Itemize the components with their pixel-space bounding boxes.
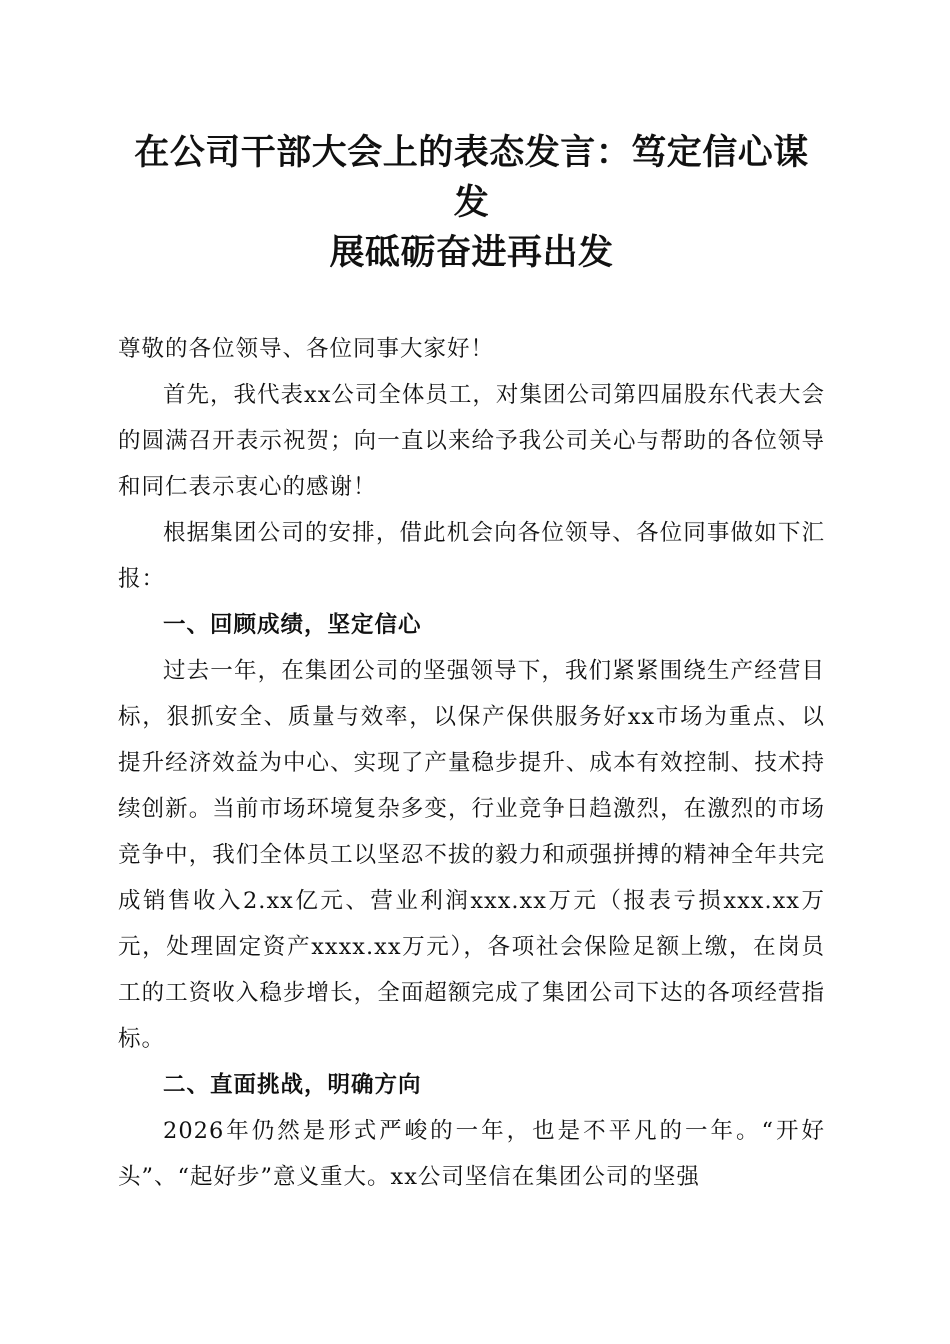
document-page [118,128,825,1200]
section-2-body: 2026年仍然是形式严峻的一年，也是不平凡的一年。“开好头”、“起好步”意义重大。xx公司坚信在集团公司的坚强 [118,1118,825,1190]
document-body [118,326,825,1200]
greeting: 尊敬的各位领导、各位同事大家好！ [118,336,495,362]
document-title [118,128,825,278]
section-1-heading: 一、回顾成绩，坚定信心 [163,612,422,638]
section-2-heading: 二、直面挑战，明确方向 [163,1072,422,1098]
paragraph-intro: 首先，我代表xx公司全体员工，对集团公司第四届股东代表大会的圆满召开表示祝贺；向一直以来给予我公司关心与帮助的各位领导和同仁表示衷心的感谢！ [118,382,825,500]
title-line-2: 展砥砺奋进再出发 [329,232,614,273]
paragraph-report: 根据集团公司的安排，借此机会向各位领导、各位同事做如下汇报： [118,520,825,592]
title-line-1: 在公司干部大会上的表态发言：笃定信心谋发 [134,132,809,223]
section-1-body: 过去一年，在集团公司的坚强领导下，我们紧紧围绕生产经营目标，狠抓安全、质量与效率，以保产保供服务好xx市场为重点、以提升经济效益为中心、实现了产量稳步提升、成本有效控制、技术持续创新。当前市场环境复杂多变，行业竞争日趋激烈，在激烈的市场竞争中，我们全体员工以坚忍不拔的毅力和顽强拼搏的精神全年共完成销售收入2.xx亿元、营业利润xxx.xx万元（报表亏损xxx.xx万元，处理固定资产xxxx.xx万元），各项社会保险足额上缴，在岗员工的工资收入稳步增长，全面超额完成了集团公司下达的各项经营指标。 [118,658,825,1052]
